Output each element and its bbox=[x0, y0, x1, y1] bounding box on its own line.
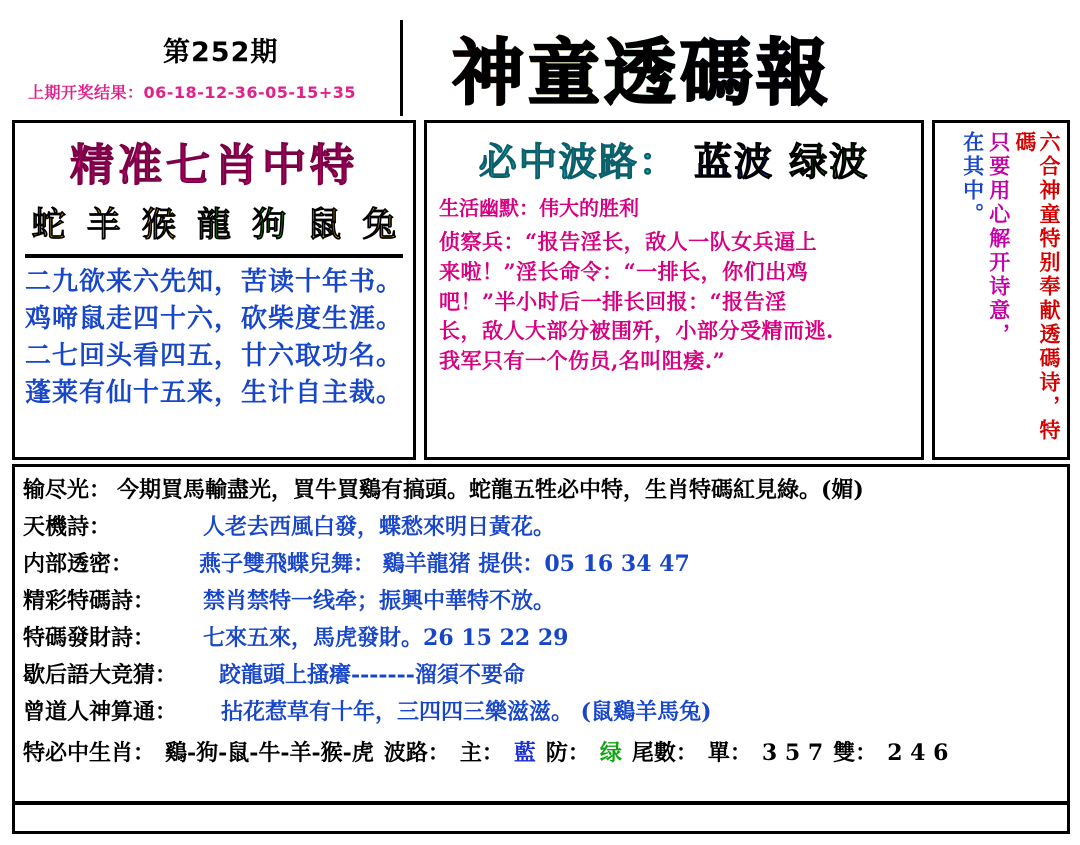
joke-line: 侦察兵：“报告淫长，敌人一队女兵逼上 bbox=[439, 229, 818, 254]
zodiac-item: 龍 bbox=[196, 205, 231, 245]
info-row-value: 人老去西風白發，蝶愁來明日黃花。 bbox=[203, 514, 556, 540]
info-row-label: 天機詩： bbox=[23, 514, 112, 540]
summary-main-label: 主： bbox=[459, 740, 504, 766]
info-row-value: 跤龍頭上搔癢-------溜須不要命 bbox=[219, 662, 525, 688]
poem-line: 鸡啼鼠走四十六，砍柴度生涯。 bbox=[25, 303, 404, 334]
zodiac-list bbox=[15, 197, 413, 246]
info-row bbox=[23, 584, 1059, 615]
bottom-rule bbox=[15, 801, 1067, 805]
info-row-value: 今期買馬輸盡光，買牛買鷄有搞頭。蛇龍五牲必中特，生肖特碼紅見綠。(媚) bbox=[117, 477, 864, 503]
panel-left-poem bbox=[15, 264, 413, 412]
info-row-label: 输尽光： bbox=[23, 477, 112, 503]
summary-zodiac-label: 特必中生肖： bbox=[23, 740, 156, 766]
summary-wave-label: 波路： bbox=[383, 740, 450, 766]
summary-def-value: 绿 bbox=[599, 740, 622, 766]
panel-mid-heading bbox=[427, 123, 921, 186]
info-row-value: 拈花惹草有十年，三四四三樂滋滋。 (鼠鷄羊馬兔) bbox=[221, 699, 712, 725]
info-row bbox=[23, 658, 1059, 689]
panel-vertical-note bbox=[932, 120, 1070, 460]
wave-green-label: 绿波 bbox=[789, 139, 870, 184]
page-title: 神童透碼報 bbox=[452, 15, 832, 119]
summary-zodiac-value: 鷄-狗-鼠-牛-羊-猴-虎 bbox=[165, 740, 374, 766]
info-row bbox=[23, 510, 1059, 541]
joke-line: 我军只有一个伤员,名叫阻痿.” bbox=[439, 348, 726, 374]
vertical-line-2: 只要用心解开诗意， bbox=[986, 131, 1012, 347]
joke-title: 生活幽默：伟大的胜利 bbox=[439, 196, 639, 220]
panel-left-heading: 精准七肖中特 bbox=[70, 140, 358, 191]
joke-line: 长，敌人大部分被围歼，小部分受精而逃. bbox=[439, 318, 834, 344]
previous-draw-result bbox=[28, 80, 356, 103]
zodiac-item: 猴 bbox=[141, 205, 176, 245]
previous-draw-numbers: 06-18-12-36-05-15+35 bbox=[143, 83, 356, 102]
zodiac-item: 鼠 bbox=[307, 205, 342, 245]
vertical-line-3: 在其中。 bbox=[960, 131, 986, 227]
info-row bbox=[23, 621, 1059, 652]
header-divider bbox=[400, 20, 403, 116]
zodiac-item: 狗 bbox=[252, 205, 287, 245]
summary-even-value: 2 4 6 bbox=[887, 740, 949, 766]
poem-line: 二七回头看四五，廿六取功名。 bbox=[25, 340, 404, 371]
joke-line: 来啦！”淫长命令：“一排长，你们出鸡 bbox=[439, 258, 809, 284]
wave-route-label: 必中波路： bbox=[478, 139, 679, 184]
info-row-label: 特碼發財詩： bbox=[23, 625, 156, 651]
summary-def-label: 防： bbox=[545, 740, 590, 766]
summary-even-label: 雙： bbox=[833, 740, 878, 766]
poem-line: 二九欲来六先知，苦读十年书。 bbox=[25, 267, 404, 297]
info-row-label: 精彩特碼詩： bbox=[23, 588, 156, 614]
summary-tail-label: 尾數： bbox=[631, 740, 698, 766]
bottom-info-block bbox=[12, 464, 1070, 834]
info-row-value: 燕子雙飛蝶兒舞： 鷄羊龍猪 提供：05 16 34 47 bbox=[199, 551, 690, 577]
wave-blue-label: 蓝波 bbox=[693, 139, 774, 184]
panel-wave-route bbox=[424, 120, 924, 460]
info-row-value: 禁肖禁特一线牵；振興中華特不放。 bbox=[203, 588, 556, 614]
info-row bbox=[23, 547, 1059, 578]
info-row bbox=[23, 473, 1059, 504]
joke-body bbox=[439, 227, 911, 376]
zodiac-item: 兔 bbox=[362, 205, 397, 245]
zodiac-item: 蛇 bbox=[31, 205, 66, 245]
panel-seven-zodiac bbox=[12, 120, 416, 460]
info-row bbox=[23, 695, 1059, 726]
summary-odd-value: 3 5 7 bbox=[761, 740, 824, 766]
vertical-line-1: 六合神童特别奉献透碼诗，特碼 bbox=[1012, 131, 1062, 443]
info-row-value: 七來五來，馬虎發財。26 15 22 29 bbox=[203, 625, 569, 651]
previous-draw-label: 上期开奖结果： bbox=[28, 83, 144, 102]
panel-left-rule bbox=[25, 254, 403, 258]
issue-number: 第252期 bbox=[163, 37, 279, 68]
summary-row bbox=[23, 736, 1059, 767]
info-row-label: 内部透密： bbox=[23, 551, 134, 577]
summary-odd-label: 單： bbox=[707, 740, 752, 766]
joke-line: 吧！”半小时后一排长回报：“报告淫 bbox=[439, 288, 787, 314]
zodiac-item: 羊 bbox=[86, 205, 121, 245]
summary-main-value: 藍 bbox=[513, 740, 536, 766]
info-row-label: 曾道人神算通： bbox=[23, 699, 178, 725]
poem-line: 蓬莱有仙十五来，生计自主裁。 bbox=[25, 377, 404, 408]
info-row-label: 歇后語大竞猜： bbox=[23, 662, 178, 688]
